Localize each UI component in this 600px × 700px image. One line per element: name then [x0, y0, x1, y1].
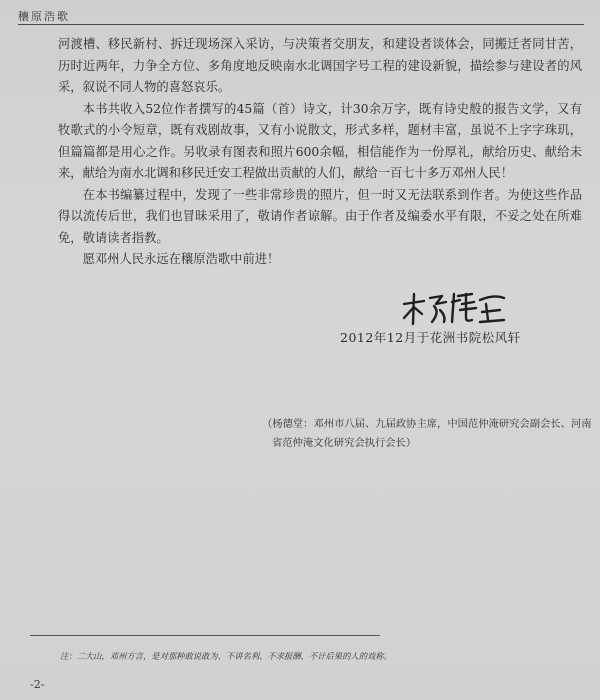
- paragraph-2: 本书共收入52位作者撰写的45篇（首）诗文，计30余万字，既有诗史般的报告文学，又有牧歌式的小令短章，既有戏剧故事，又有小说散文，形式多样，题材丰富，虽说不上字字珠玑，但篇篇都是用心之作。另收录有图表和照片600余幅，相信能作为一份厚礼，献给历史、献给未来，献给为南水北调和移民迁安工程做出贡献的人们，献给一百七十多万邓州人民！: [58, 101, 582, 180]
- body-text: [58, 34, 582, 271]
- author-bio-note: （杨德堂：邓州市八届、九届政协主席，中国范仲淹研究会副会长、河南省范仲淹文化研究会执行会长）: [262, 418, 592, 449]
- header-divider: [18, 24, 584, 25]
- running-header: 穰原浩歌: [18, 10, 70, 23]
- paragraph-3: 在本书编纂过程中，发现了一些非常珍贵的照片，但一时又无法联系到作者。为使这些作品得以流传后世，我们也冒昧采用了，敬请作者谅解。由于作者及编委水平有限，不妥之处在所难免，敬请读者指教。: [58, 187, 582, 245]
- paragraph-1: 河渡槽、移民新村、拆迁现场深入采访，与决策者交朋友，和建设者谈体会，同搬迁者同甘苦，历时近两年，力争全方位、多角度地反映南水北调国字号工程的建设新貌，描绘参与建设者的风采，叙说不同人物的喜怒哀乐。: [58, 37, 582, 94]
- page-number: -2-: [30, 678, 45, 691]
- handwritten-signature: [400, 288, 510, 332]
- footnote-divider: [30, 635, 380, 636]
- footnote: 注：二大山，邓州方言，是对那种敢说敢为、不讲名利、不求报酬、不计后果的人的戏称。: [60, 651, 392, 661]
- paragraph-4: 愿邓州人民永远在穰原浩歌中前进！: [82, 252, 280, 266]
- signature-icon: [400, 288, 510, 328]
- date-place-line: 2012年12月于花洲书院松风轩: [340, 330, 521, 345]
